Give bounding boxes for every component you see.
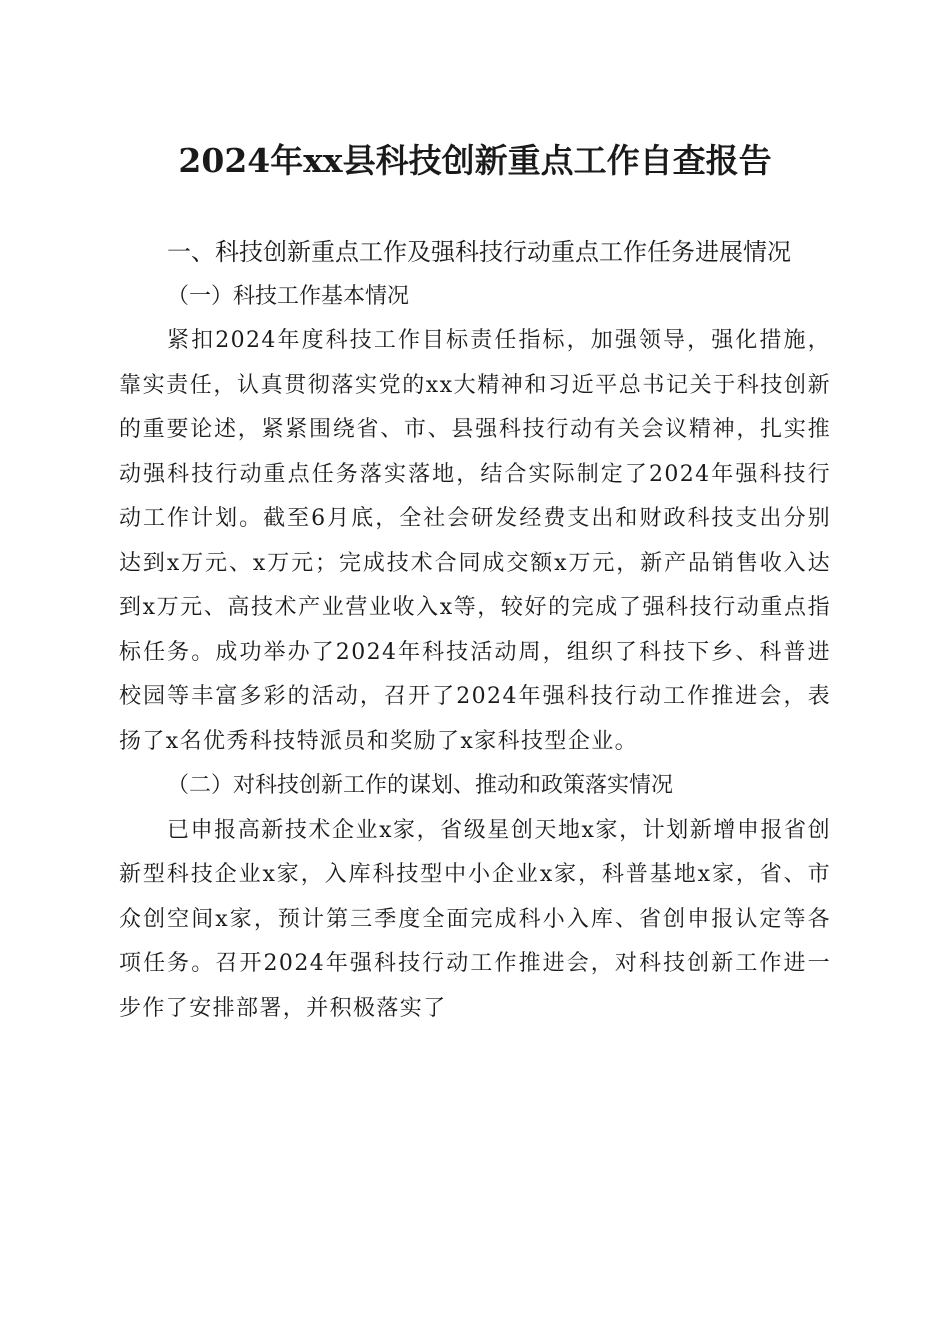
subsection-heading-2: （二）对科技创新工作的谋划、推动和政策落实情况 xyxy=(167,773,674,798)
document-title: 2024年xx县科技创新重点工作自查报告 xyxy=(178,141,772,180)
paragraph-basic-situation: 紧扣2024年度科技工作目标责任指标，加强领导，强化措施，靠实责任，认真贯彻落实党的xx大精神和习近平总书记关于科技创新的重要论述，紧紧围绕省、市、县强科技行动有关会议精神，扎实推动强科技行动重点任务落实落地，结合实际制定了2024年强科技行动工作计划。截至6月底，全社会研发经费支出和财政科技支出分别达到x万元、x万元；完成技术合同成交额x万元，新产品销售收入达到x万元、高技术产业营业收入x等，较好的完成了强科技行动重点指标任务。成功举办了2024年科技活动周，组织了科技下乡、科普进校园等丰富多彩的活动，召开了2024年强科技行动工作推进会，表扬了x名优秀科技特派员和奖励了x家科技型企业。 xyxy=(119,328,831,754)
subsection-heading-1: （一）科技工作基本情况 xyxy=(167,283,410,309)
section-heading-1: 一、科技创新重点工作及强科技行动重点工作任务进展情况 xyxy=(167,238,791,266)
paragraph-planning-policy: 已申报高新技术企业x家，省级星创天地x家，计划新增申报省创新型科技企业x家，入库科技型中小企业x家，科普基地x家，省、市众创空间x家，预计第三季度全面完成科小入库、省创申报认定等各项任务。召开2024年强科技行动工作推进会，对科技创新工作进一步作了安排部署，并积极落实了 xyxy=(119,817,831,1021)
document-body xyxy=(119,230,831,1031)
